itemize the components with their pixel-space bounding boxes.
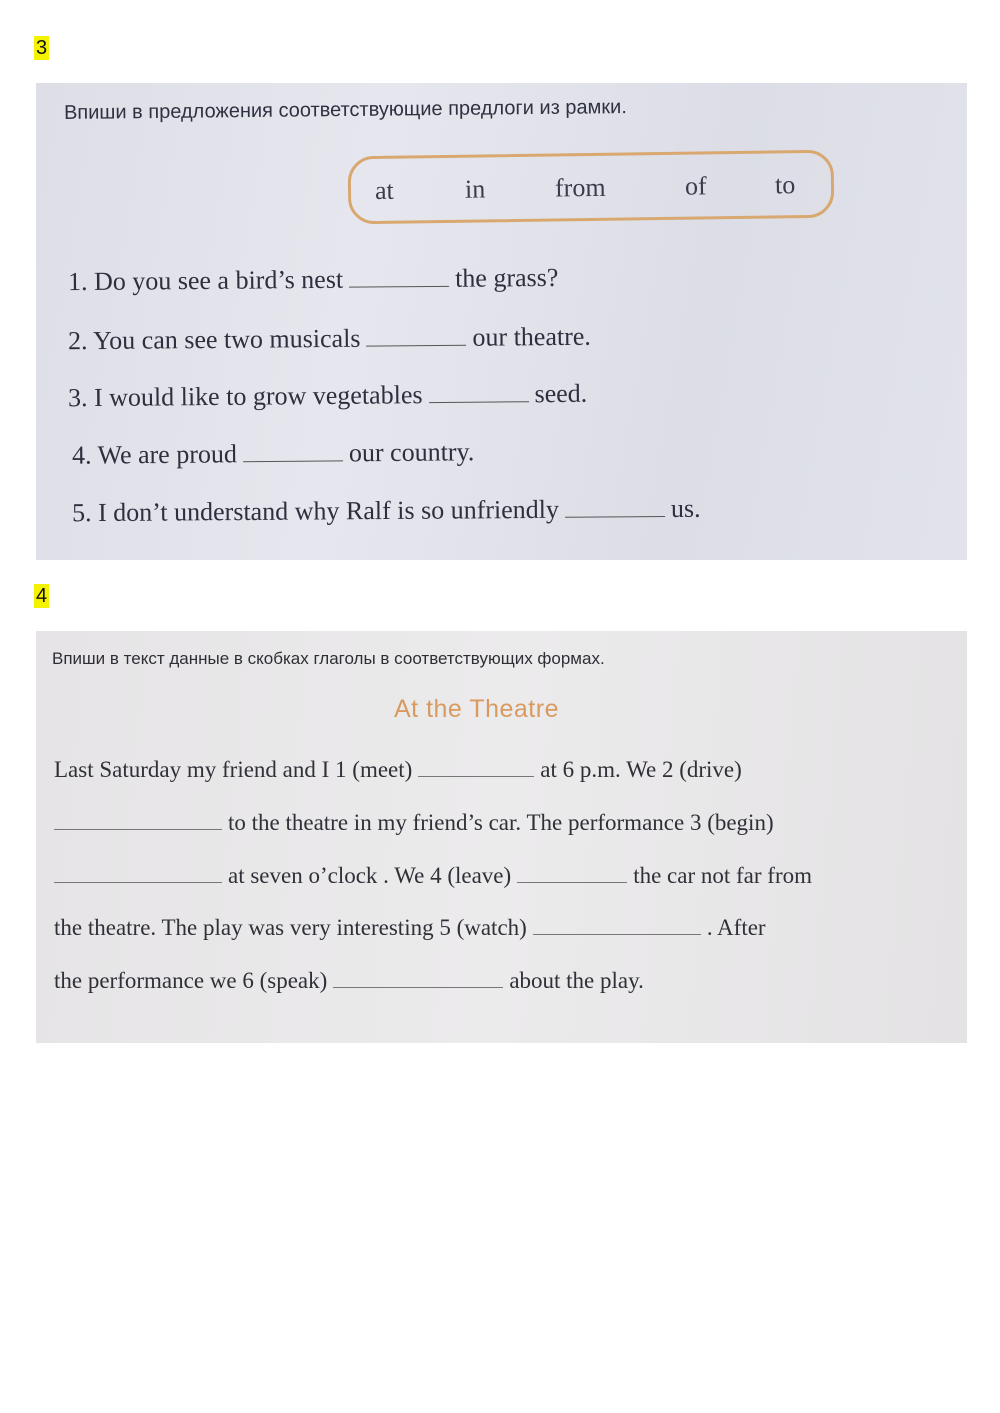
line-3-start: at seven o’clock . We 4 (leave) — [228, 863, 512, 888]
blank-5[interactable] — [533, 917, 701, 935]
line-2-text: to the theatre in my friend’s car. The performance 3 (begin) — [228, 810, 774, 835]
line-5-start: the performance we 6 (speak) — [54, 968, 328, 993]
sentence-2-start: 2. You can see two musicals — [67, 323, 361, 356]
sentence-2-blank[interactable] — [366, 324, 466, 347]
exercise-3-instruction: Впиши в предложения соответствующие предлоги из рамки. — [63, 96, 627, 124]
sentence-1-end: the grass? — [454, 262, 559, 293]
sentence-5-start: 5. I don’t understand why Ralf is so unfriendly — [71, 494, 560, 528]
line-1-start: Last Saturday my friend and I 1 (meet) — [54, 757, 413, 782]
sentence-3-start: 3. I would like to grow vegetables — [67, 380, 423, 413]
word-from: from — [554, 172, 606, 203]
sentence-3-blank[interactable] — [428, 380, 528, 403]
blank-1[interactable] — [418, 759, 534, 777]
sentence-3 — [68, 379, 587, 414]
word-of: of — [684, 171, 707, 201]
sentence-2-end: our theatre. — [472, 321, 591, 352]
exercise-3-panel — [36, 83, 967, 560]
text-line-1 — [54, 757, 938, 783]
text-line-4 — [54, 915, 938, 941]
sentence-4-blank[interactable] — [243, 439, 343, 462]
word-box — [348, 150, 835, 225]
blank-2[interactable] — [54, 812, 222, 830]
line-5-end: about the play. — [509, 968, 644, 993]
line-4-end: . After — [706, 915, 766, 940]
exercise-number-4: 4 — [36, 585, 48, 607]
word-to: to — [774, 170, 796, 200]
sentence-2 — [68, 322, 591, 357]
sentence-3-end: seed. — [534, 378, 588, 409]
sentence-5-blank[interactable] — [565, 495, 665, 518]
sentence-1-blank[interactable] — [349, 265, 449, 288]
blank-6[interactable] — [333, 970, 503, 988]
text-line-5 — [54, 968, 938, 994]
sentence-1-start: 1. Do you see a bird’s nest — [67, 264, 344, 297]
line-3-end: the car not far from — [633, 863, 812, 888]
sentence-4 — [72, 437, 475, 471]
text-title: At the Theatre — [394, 695, 559, 723]
exercise-number-3: 3 — [36, 37, 48, 59]
text-line-2 — [54, 810, 938, 836]
sentence-4-start: 4. We are proud — [71, 439, 238, 470]
exercise-4-panel — [36, 631, 967, 1043]
blank-4[interactable] — [517, 865, 627, 883]
sentence-4-end: our country. — [348, 437, 475, 468]
sentence-5-end: us. — [670, 493, 701, 524]
line-1-end: at 6 p.m. We 2 (drive) — [540, 757, 742, 782]
sentence-1 — [68, 263, 559, 297]
line-4-start: the theatre. The play was very interesting 5 (watch) — [54, 915, 527, 940]
exercise-4-instruction: Впиши в текст данные в скобках глаголы в соответствующих формах. — [52, 649, 605, 668]
text-line-3 — [54, 863, 938, 889]
sentence-5 — [72, 494, 701, 528]
word-in: in — [464, 174, 486, 204]
blank-3[interactable] — [54, 865, 222, 883]
word-at: at — [374, 175, 394, 206]
